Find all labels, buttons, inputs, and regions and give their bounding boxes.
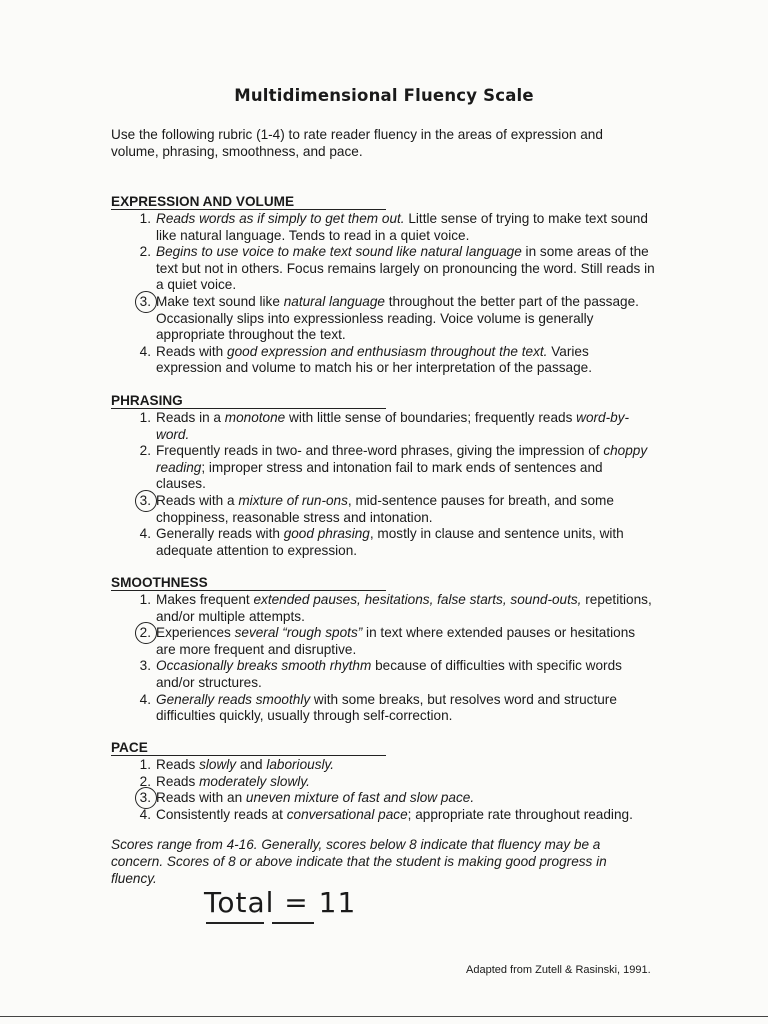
emphasis-text: Occasionally breaks smooth rhythm <box>156 658 372 674</box>
item-number: 1. <box>139 211 151 226</box>
item-text: Makes frequent <box>156 592 254 607</box>
item-text: in some areas of the text but not in others. Focus remains largely on pronouncing the word. Still reads in a quiet voice. <box>156 244 655 293</box>
item-number: 3. <box>139 658 151 674</box>
emphasis-text: several “rough spots” <box>234 625 363 641</box>
item-text: Experiences <box>156 625 235 641</box>
emphasis-text: moderately slowly. <box>199 773 310 789</box>
rubric-item <box>111 211 656 244</box>
emphasis-text: Reads words as if simply to get them out. <box>156 211 405 226</box>
rubric-item <box>111 625 656 658</box>
item-number: 1. <box>139 410 151 425</box>
item-text: Reads <box>156 757 200 772</box>
item-number: 2. <box>139 443 151 459</box>
rubric-item <box>111 344 656 377</box>
emphasis-text: slowly <box>199 757 237 772</box>
rubric-list <box>111 211 671 377</box>
rubric-item <box>111 294 656 344</box>
item-text: Reads with a <box>156 492 239 508</box>
item-text: Consistently reads at <box>156 806 287 822</box>
item-text: Generally reads with <box>156 526 284 542</box>
attribution: Adapted from Zutell & Rasinski, 1991. <box>466 964 651 976</box>
item-text: Make text sound like <box>156 293 284 309</box>
item-text: Reads with <box>156 343 228 359</box>
item-text: because of difficulties with specific words and/or structures. <box>156 658 622 690</box>
page-title: Multidimensional Fluency Scale <box>234 86 534 105</box>
rubric-item <box>111 757 656 774</box>
item-text: Reads in a <box>156 410 225 425</box>
item-text: Varies expression and volume to match his or her interpretation of the passage. <box>156 343 593 376</box>
section-phrasing <box>111 392 671 559</box>
page-edge-line <box>0 1016 768 1017</box>
handwritten-total: Total = 11 <box>204 886 357 919</box>
total-underline <box>272 922 314 924</box>
item-text: ; improper stress and intonation fail to mark ends of sentences and clauses. <box>156 459 603 492</box>
circled-item-number: 3. <box>131 790 151 807</box>
item-text: and <box>236 757 267 772</box>
item-number: 4. <box>139 691 151 707</box>
rubric-item <box>111 692 656 725</box>
emphasis-text: extended pauses, hesitations, false starts, sound-outs, <box>253 592 582 607</box>
rubric-item <box>111 244 656 294</box>
rubric-item <box>111 592 656 625</box>
item-text: Reads <box>156 773 200 789</box>
emphasis-text: natural language <box>283 293 385 309</box>
item-text: , mostly in clause and sentence units, with adequate attention to expression. <box>156 526 624 558</box>
emphasis-text: conversational pace <box>286 806 408 822</box>
rubric-item <box>111 443 656 493</box>
rubric-list <box>111 410 671 559</box>
scores-note: Scores range from 4-16. Generally, scores below 8 indicate that fluency may be a concern. Scores of 8 or above indicate that the student is making good progress in fluency. <box>111 837 607 886</box>
emphasis-text: Begins to use voice to make text sound like natural language <box>156 244 522 260</box>
rubric-list <box>111 757 671 823</box>
rubric-item <box>111 410 656 443</box>
section-heading: PHRASING <box>111 394 386 409</box>
item-number: 4. <box>139 526 151 542</box>
item-text: Little sense of trying to make text sound like natural language. Tends to read in a quiet voice. <box>156 211 648 243</box>
item-text: in text where extended pauses or hesitations are more frequent and disruptive. <box>156 625 636 657</box>
item-text: ; appropriate rate throughout reading. <box>407 806 633 822</box>
rubric-item <box>111 790 656 807</box>
item-number: 2. <box>139 773 151 789</box>
emphasis-text: mixture of run-ons <box>238 492 348 508</box>
rubric-item <box>111 774 656 791</box>
emphasis-text: word-by-word. <box>156 410 630 442</box>
section-heading: SMOOTHNESS <box>111 576 386 591</box>
section-smoothness <box>111 574 671 725</box>
item-number: 1. <box>139 592 151 607</box>
rubric-item <box>111 493 656 526</box>
emphasis-text: laboriously. <box>266 757 335 772</box>
item-number: 2. <box>139 244 151 260</box>
total-underline <box>206 922 264 924</box>
intro-paragraph: Use the following rubric (1-4) to rate reader fluency in the areas of expression and volume, phrasing, smoothness, and pace. <box>111 127 603 159</box>
section-heading: PACE <box>111 741 386 756</box>
circled-item-number: 2. <box>131 625 151 642</box>
item-text: Frequently reads in two- and three-word phrases, giving the impression of <box>156 443 604 459</box>
emphasis-text: uneven mixture of fast and slow pace. <box>245 790 475 806</box>
rubric-item <box>111 658 656 691</box>
circled-item-number: 3. <box>131 493 151 510</box>
item-text: with little sense of boundaries; frequently reads <box>285 410 577 425</box>
section-heading: EXPRESSION AND VOLUME <box>111 195 386 210</box>
item-text: with some breaks, but resolves word and structure difficulties quickly, usually through self-correction. <box>156 691 617 724</box>
emphasis-text: good expression and enthusiasm throughout the text. <box>227 343 548 359</box>
emphasis-text: choppy reading <box>156 443 648 475</box>
section-expression-volume <box>111 193 671 377</box>
item-text: , mid-sentence pauses for breath, and some choppiness, reasonable stress and intonation. <box>156 492 614 525</box>
emphasis-text: monotone <box>224 410 286 425</box>
emphasis-text: Generally reads smoothly <box>156 691 311 707</box>
section-pace <box>111 739 671 823</box>
item-number: 1. <box>139 757 151 772</box>
item-number: 4. <box>139 806 151 822</box>
rubric-item <box>111 526 656 559</box>
rubric-item <box>111 807 656 824</box>
item-number: 4. <box>139 343 151 359</box>
item-text: repetitions, and/or multiple attempts. <box>156 592 652 624</box>
circled-item-number: 3. <box>131 294 151 311</box>
item-text: throughout the better part of the passage. Occasionally slips into expressionless reading. Voice volume is generally appropriate throughout the text. <box>156 293 639 343</box>
rubric-list <box>111 592 671 725</box>
item-text: Reads with an <box>156 790 246 806</box>
emphasis-text: good phrasing <box>283 526 370 542</box>
